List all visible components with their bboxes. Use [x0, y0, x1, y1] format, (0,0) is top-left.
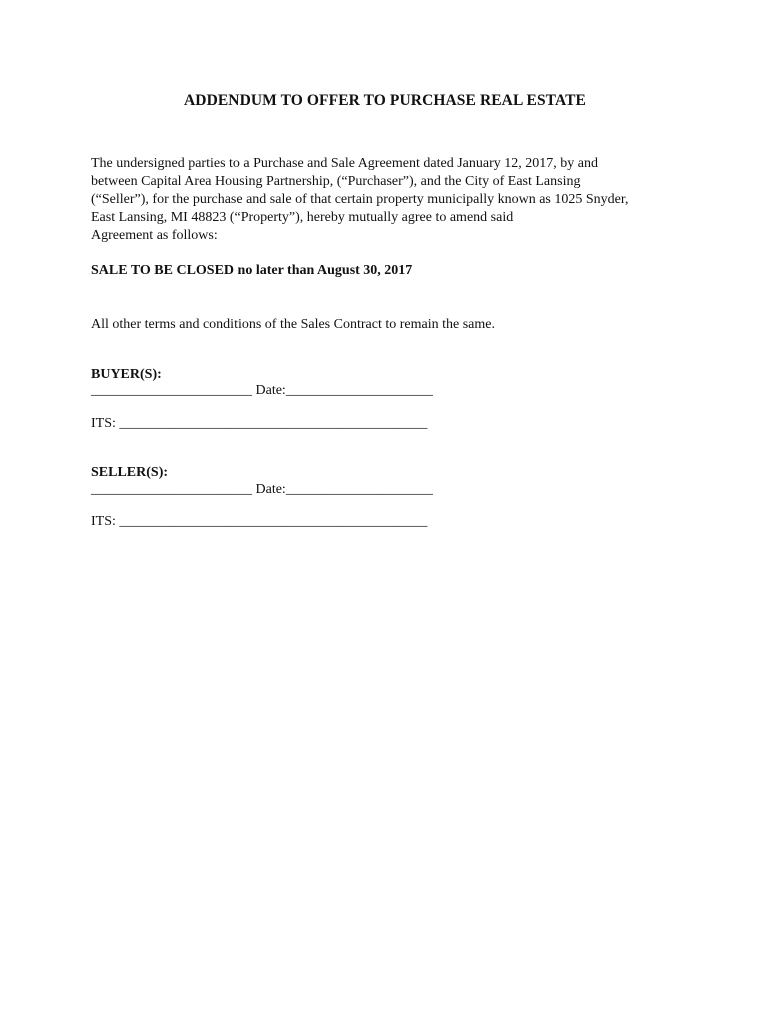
intro-line-3: (“Seller”), for the purchase and sale of that certain property municipally known as 1025 Snyder,: [91, 192, 629, 207]
intro-line-5: Agreement as follows:: [91, 228, 218, 243]
intro-line-2: between Capital Area Housing Partnership, (“Purchaser”), and the City of East Lansing: [91, 174, 581, 189]
amendment-clause: SALE TO BE CLOSED no later than August 30, 2017: [91, 263, 413, 278]
buyer-signature-date-line: _______________________ Date:_____________________: [91, 383, 433, 398]
intro-line-1: The undersigned parties to a Purchase and Sale Agreement dated January 12, 2017, by and: [91, 156, 598, 171]
document-title: ADDENDUM TO OFFER TO PURCHASE REAL ESTATE: [183, 92, 586, 109]
seller-heading: SELLER(S):: [91, 465, 169, 480]
buyer-its-line: ITS: ____________________________________________: [91, 416, 428, 431]
closing-paragraph: All other terms and conditions of the Sales Contract to remain the same.: [91, 317, 495, 332]
seller-signature-date-line: _______________________ Date:_____________________: [91, 482, 433, 497]
seller-its-line: ITS: ____________________________________________: [91, 514, 428, 529]
buyer-heading: BUYER(S):: [91, 367, 162, 382]
intro-line-4: East Lansing, MI 48823 (“Property”), hereby mutually agree to amend said: [91, 210, 514, 225]
